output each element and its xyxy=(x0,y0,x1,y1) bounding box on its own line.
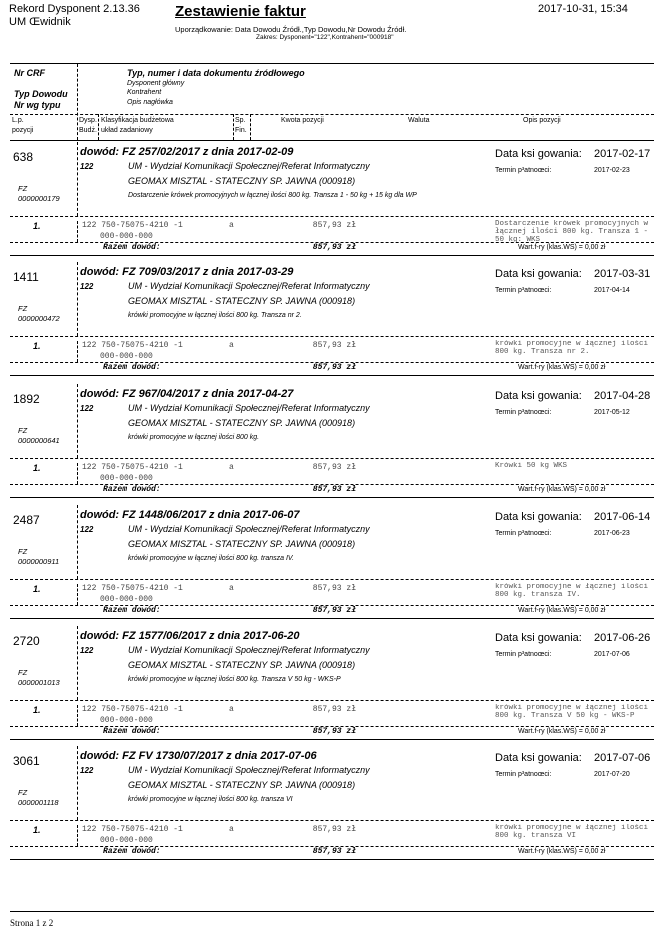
col-budz: Budż. xyxy=(79,127,97,134)
payment-due-label: Termin p³atnoœci: xyxy=(495,651,552,658)
document-type-number: 0000000472 xyxy=(18,314,60,323)
position-funding-source: a xyxy=(229,341,234,350)
record-rule xyxy=(10,618,654,619)
col-dysponent: Dysponent główny xyxy=(127,80,185,87)
position-paragraph: -1 xyxy=(173,341,183,350)
position-dysponent: 122 xyxy=(82,825,97,834)
document-type: FZ xyxy=(18,304,28,313)
position-description: krówki promocyjne w łącznej ilości 800 kg. transza IV. xyxy=(495,583,649,599)
record-rule xyxy=(77,584,78,605)
record-rule xyxy=(77,746,78,820)
document-total-amount: 857,93 zł xyxy=(312,363,356,372)
column-header-block xyxy=(10,63,654,141)
record-rule xyxy=(10,497,654,498)
payment-due-label: Termin p³atnoœci: xyxy=(495,409,552,416)
position-task-layout: 000-000-000 xyxy=(100,232,153,241)
record-rule xyxy=(10,375,654,376)
position-classification xyxy=(82,463,183,472)
position-dysponent: 122 xyxy=(82,463,97,472)
source-document: dowód: FZ FV 1730/07/2017 z dnia 2017-07-06 xyxy=(80,750,317,762)
position-number: 1. xyxy=(33,341,41,351)
payment-due-date: 2017-07-06 xyxy=(594,651,630,658)
record-rule xyxy=(77,626,78,700)
posting-date: 2017-06-14 xyxy=(594,511,651,523)
invoice-value-ws-note: Wart.f-ry (klas.WS) = 0,00 zł xyxy=(518,364,606,371)
document-total-label: Razem dowód: xyxy=(103,243,161,252)
column-divider xyxy=(250,114,251,140)
col-kontrahent: Kontrahent xyxy=(127,89,162,96)
position-paragraph: -1 xyxy=(173,825,183,834)
position-paragraph: -1 xyxy=(173,463,183,472)
sort-order-line: Uporządkowanie: Data Dowodu Źródł.,Typ Dowodu,Nr Dowodu Źródł. xyxy=(175,25,407,34)
dysponent-name: UM - Wydział Komunikacji Społecznej/Referat Informatyczny xyxy=(128,765,370,775)
position-budget-class: 750-75075-4210 xyxy=(101,341,169,350)
position-funding-source: a xyxy=(229,705,234,714)
position-task-layout: 000-000-000 xyxy=(100,595,153,604)
header-description: krówki promocyjne w łącznej ilości 800 kg. Transza nr 2. xyxy=(128,312,302,319)
record-number: 638 xyxy=(13,150,34,164)
contractor-name: GEOMAX MISZTAL - STATECZNY SP. JAWNA (000918) xyxy=(128,176,356,186)
col-typ-dowodu: Typ Dowodu xyxy=(14,89,68,99)
dysponent-code: 122 xyxy=(80,525,94,534)
position-classification xyxy=(82,825,183,834)
source-document: dowód: FZ 709/03/2017 z dnia 2017-03-29 xyxy=(80,266,294,278)
position-amount: 857,93 zł xyxy=(312,825,356,834)
document-type: FZ xyxy=(18,184,28,193)
payment-due-date: 2017-05-12 xyxy=(594,409,630,416)
invoice-record xyxy=(10,262,654,376)
col-opis-naglowka: Opis nagłówka xyxy=(127,99,173,106)
document-type: FZ xyxy=(18,668,28,677)
record-rule xyxy=(10,336,654,337)
invoice-record xyxy=(10,626,654,740)
position-task-layout: 000-000-000 xyxy=(100,716,153,725)
position-classification xyxy=(82,341,183,350)
posting-date-label: Data ksi gowania: xyxy=(495,511,582,523)
header-description: krówki promocyjne w łącznej ilości 800 kg. transza IV. xyxy=(128,555,294,562)
contractor-name: GEOMAX MISZTAL - STATECZNY SP. JAWNA (000918) xyxy=(128,780,356,790)
record-number: 1892 xyxy=(13,392,40,406)
document-total-amount: 857,93 zł xyxy=(312,243,356,252)
position-task-layout: 000-000-000 xyxy=(100,836,153,845)
position-classification xyxy=(82,705,183,714)
position-dysponent: 122 xyxy=(82,221,97,230)
record-rule xyxy=(77,505,78,579)
invoice-record xyxy=(10,505,654,619)
record-rule xyxy=(10,820,654,821)
posting-date: 2017-06-26 xyxy=(594,632,651,644)
position-amount: 857,93 zł xyxy=(312,463,356,472)
record-rule xyxy=(77,262,78,336)
dysponent-code: 122 xyxy=(80,162,94,171)
document-total-label: Razem dowód: xyxy=(103,485,161,494)
payment-due-date: 2017-06-23 xyxy=(594,530,630,537)
position-number: 1. xyxy=(33,584,41,594)
posting-date: 2017-07-06 xyxy=(594,752,651,764)
position-dysponent: 122 xyxy=(82,584,97,593)
position-classification xyxy=(82,584,183,593)
invoice-value-ws-note: Wart.f-ry (klas.WS) = 0,00 zł xyxy=(518,486,606,493)
document-total-amount: 857,93 zł xyxy=(312,485,356,494)
position-number: 1. xyxy=(33,705,41,715)
position-amount: 857,93 zł xyxy=(312,705,356,714)
col-opis-pozycji: Opis pozycji xyxy=(523,117,561,124)
invoice-record xyxy=(10,746,654,860)
col-uklad-zadaniowy: układ zadaniowy xyxy=(101,127,153,134)
record-rule xyxy=(77,341,78,362)
source-document: dowód: FZ 967/04/2017 z dnia 2017-04-27 xyxy=(80,388,294,400)
source-document: dowód: FZ 257/02/2017 z dnia 2017-02-09 xyxy=(80,146,294,158)
record-number: 3061 xyxy=(13,754,40,768)
footer-rule xyxy=(10,911,654,912)
record-rule xyxy=(77,221,78,242)
position-task-layout: 000-000-000 xyxy=(100,352,153,361)
dysponent-code: 122 xyxy=(80,404,94,413)
position-description: krówki promocyjne w łącznej ilości 800 kg. Transza nr 2. xyxy=(495,340,649,356)
document-total-label: Razem dowód: xyxy=(103,847,161,856)
invoice-value-ws-note: Wart.f-ry (klas.WS) = 0,00 zł xyxy=(518,244,606,251)
column-divider xyxy=(233,114,234,140)
page-number: Strona 1 z 2 xyxy=(10,918,54,928)
header-description: krówki promocyjne w łącznej ilości 800 kg. Transza V 50 kg - WKS-P xyxy=(128,676,341,683)
position-paragraph: -1 xyxy=(173,221,183,230)
column-header-separator xyxy=(10,114,654,115)
col-nr-crf: Nr CRF xyxy=(14,68,45,78)
position-paragraph: -1 xyxy=(173,584,183,593)
dysponent-name: UM - Wydział Komunikacji Społecznej/Referat Informatyczny xyxy=(128,161,370,171)
record-number: 1411 xyxy=(13,270,39,284)
document-total-label: Razem dowód: xyxy=(103,363,161,372)
position-description: krówki promocyjne w łącznej ilości 800 kg. transza VI xyxy=(495,824,649,840)
position-amount: 857,93 zł xyxy=(312,221,356,230)
app-name: Rekord Dysponent 2.13.36 xyxy=(9,3,140,15)
posting-date-label: Data ksi gowania: xyxy=(495,268,582,280)
record-rule xyxy=(10,579,654,580)
header-description: krówki promocyjne w łącznej ilości 800 kg. transza VI xyxy=(128,796,293,803)
position-budget-class: 750-75075-4210 xyxy=(101,705,169,714)
col-dysp: Dysp. xyxy=(79,117,97,124)
organization-name: UM Œwidnik xyxy=(9,16,71,28)
position-budget-class: 750-75075-4210 xyxy=(101,463,169,472)
record-rule xyxy=(77,825,78,846)
invoice-record xyxy=(10,384,654,498)
invoice-value-ws-note: Wart.f-ry (klas.WS) = 0,00 zł xyxy=(518,848,606,855)
position-budget-class: 750-75075-4210 xyxy=(101,584,169,593)
position-number: 1. xyxy=(33,825,41,835)
contractor-name: GEOMAX MISZTAL - STATECZNY SP. JAWNA (000918) xyxy=(128,660,356,670)
position-dysponent: 122 xyxy=(82,341,97,350)
position-number: 1. xyxy=(33,463,41,473)
position-amount: 857,93 zł xyxy=(312,341,356,350)
position-description: Dostarczenie krówek promocyjnych w łącznej ilości 800 kg. Transza 1 - 50 kg: WKS xyxy=(495,220,649,242)
payment-due-date: 2017-04-14 xyxy=(594,287,630,294)
dysponent-name: UM - Wydział Komunikacji Społecznej/Referat Informatyczny xyxy=(128,524,370,534)
posting-date: 2017-04-28 xyxy=(594,390,651,402)
document-type-number: 0000001118 xyxy=(18,798,59,807)
col-klasyfikacja: Klasyfikacja budżetowa xyxy=(101,117,174,124)
col-nr-wg-typu: Nr wg typu xyxy=(14,100,61,110)
payment-due-label: Termin p³atnoœci: xyxy=(495,167,552,174)
document-type: FZ xyxy=(18,426,28,435)
record-rule xyxy=(10,255,654,256)
payment-due-label: Termin p³atnoœci: xyxy=(495,530,552,537)
position-description: krówki promocyjne w łącznej ilości 800 kg. Transza V 50 kg - WKS-P xyxy=(495,704,649,720)
header-description: krówki promocyjne w łącznej ilości 800 kg. xyxy=(128,434,260,441)
position-funding-source: a xyxy=(229,463,234,472)
record-rule xyxy=(10,458,654,459)
document-total-amount: 857,93 zł xyxy=(312,847,356,856)
position-budget-class: 750-75075-4210 xyxy=(101,825,169,834)
dysponent-name: UM - Wydział Komunikacji Społecznej/Referat Informatyczny xyxy=(128,403,370,413)
record-number: 2720 xyxy=(13,634,40,648)
position-description: Krówki 50 kg WKS xyxy=(495,462,568,470)
header-description: Dostarczenie krówek promocyjnych w łącznej ilości 800 kg. Transza 1 - 50 kg + 15 kg dla WP xyxy=(128,192,417,199)
document-type-number: 0000000911 xyxy=(18,557,60,566)
posting-date: 2017-02-17 xyxy=(594,148,651,160)
position-dysponent: 122 xyxy=(82,705,97,714)
position-funding-source: a xyxy=(229,221,234,230)
posting-date-label: Data ksi gowania: xyxy=(495,752,582,764)
document-type: FZ xyxy=(18,788,28,797)
col-kwota-pozycji: Kwota pozycji xyxy=(281,117,324,124)
record-number: 2487 xyxy=(13,513,40,527)
record-rule xyxy=(77,463,78,484)
posting-date: 2017-03-31 xyxy=(594,268,651,280)
document-total-amount: 857,93 zł xyxy=(312,606,356,615)
document-total-amount: 857,93 zł xyxy=(312,727,356,736)
posting-date-label: Data ksi gowania: xyxy=(495,632,582,644)
dysponent-code: 122 xyxy=(80,766,94,775)
dysponent-name: UM - Wydział Komunikacji Społecznej/Referat Informatyczny xyxy=(128,281,370,291)
dysponent-name: UM - Wydział Komunikacji Społecznej/Referat Informatyczny xyxy=(128,645,370,655)
record-rule xyxy=(77,384,78,458)
dysponent-code: 122 xyxy=(80,646,94,655)
record-rule xyxy=(77,142,78,216)
record-rule xyxy=(10,859,654,860)
payment-due-label: Termin p³atnoœci: xyxy=(495,287,552,294)
invoice-value-ws-note: Wart.f-ry (klas.WS) = 0,00 zł xyxy=(518,728,606,735)
position-funding-source: a xyxy=(229,825,234,834)
position-task-layout: 000-000-000 xyxy=(100,474,153,483)
document-type-number: 0000000179 xyxy=(18,194,60,203)
filter-range-line: Zakres: Dysponent="122",Kontrahent="000918" xyxy=(256,34,394,41)
position-amount: 857,93 zł xyxy=(312,584,356,593)
col-waluta: Waluta xyxy=(408,117,430,124)
column-divider xyxy=(77,64,78,140)
col-lp: L.p. xyxy=(12,117,24,124)
position-budget-class: 750-75075-4210 xyxy=(101,221,169,230)
document-total-label: Razem dowód: xyxy=(103,727,161,736)
position-paragraph: -1 xyxy=(173,705,183,714)
source-document: dowód: FZ 1577/06/2017 z dnia 2017-06-20 xyxy=(80,630,300,642)
col-typ-numer-data: Typ, numer i data dokumentu źródłowego xyxy=(127,68,305,78)
report-title: Zestawienie faktur xyxy=(175,3,306,20)
col-sp: Sp. xyxy=(235,117,246,124)
dysponent-code: 122 xyxy=(80,282,94,291)
posting-date-label: Data ksi gowania: xyxy=(495,390,582,402)
payment-due-label: Termin p³atnoœci: xyxy=(495,771,552,778)
contractor-name: GEOMAX MISZTAL - STATECZNY SP. JAWNA (000918) xyxy=(128,418,356,428)
posting-date-label: Data ksi gowania: xyxy=(495,148,582,160)
document-type-number: 0000000641 xyxy=(18,436,60,445)
contractor-name: GEOMAX MISZTAL - STATECZNY SP. JAWNA (000918) xyxy=(128,296,356,306)
document-total-label: Razem dowód: xyxy=(103,606,161,615)
invoice-record xyxy=(10,142,654,256)
source-document: dowód: FZ 1448/06/2017 z dnia 2017-06-07 xyxy=(80,509,300,521)
record-rule xyxy=(10,739,654,740)
contractor-name: GEOMAX MISZTAL - STATECZNY SP. JAWNA (000918) xyxy=(128,539,356,549)
position-number: 1. xyxy=(33,221,41,231)
col-fin: Fin. xyxy=(235,127,247,134)
position-funding-source: a xyxy=(229,584,234,593)
column-divider xyxy=(98,114,99,140)
invoice-value-ws-note: Wart.f-ry (klas.WS) = 0,00 zł xyxy=(518,607,606,614)
report-datetime: 2017-10-31, 15:34 xyxy=(538,3,628,15)
payment-due-date: 2017-07-20 xyxy=(594,771,630,778)
record-rule xyxy=(77,705,78,726)
record-rule xyxy=(10,216,654,217)
position-classification xyxy=(82,221,183,230)
document-type-number: 0000001013 xyxy=(18,678,60,687)
payment-due-date: 2017-02-23 xyxy=(594,167,630,174)
col-pozycji: pozycji xyxy=(12,127,34,134)
record-rule xyxy=(10,700,654,701)
document-type: FZ xyxy=(18,547,28,556)
